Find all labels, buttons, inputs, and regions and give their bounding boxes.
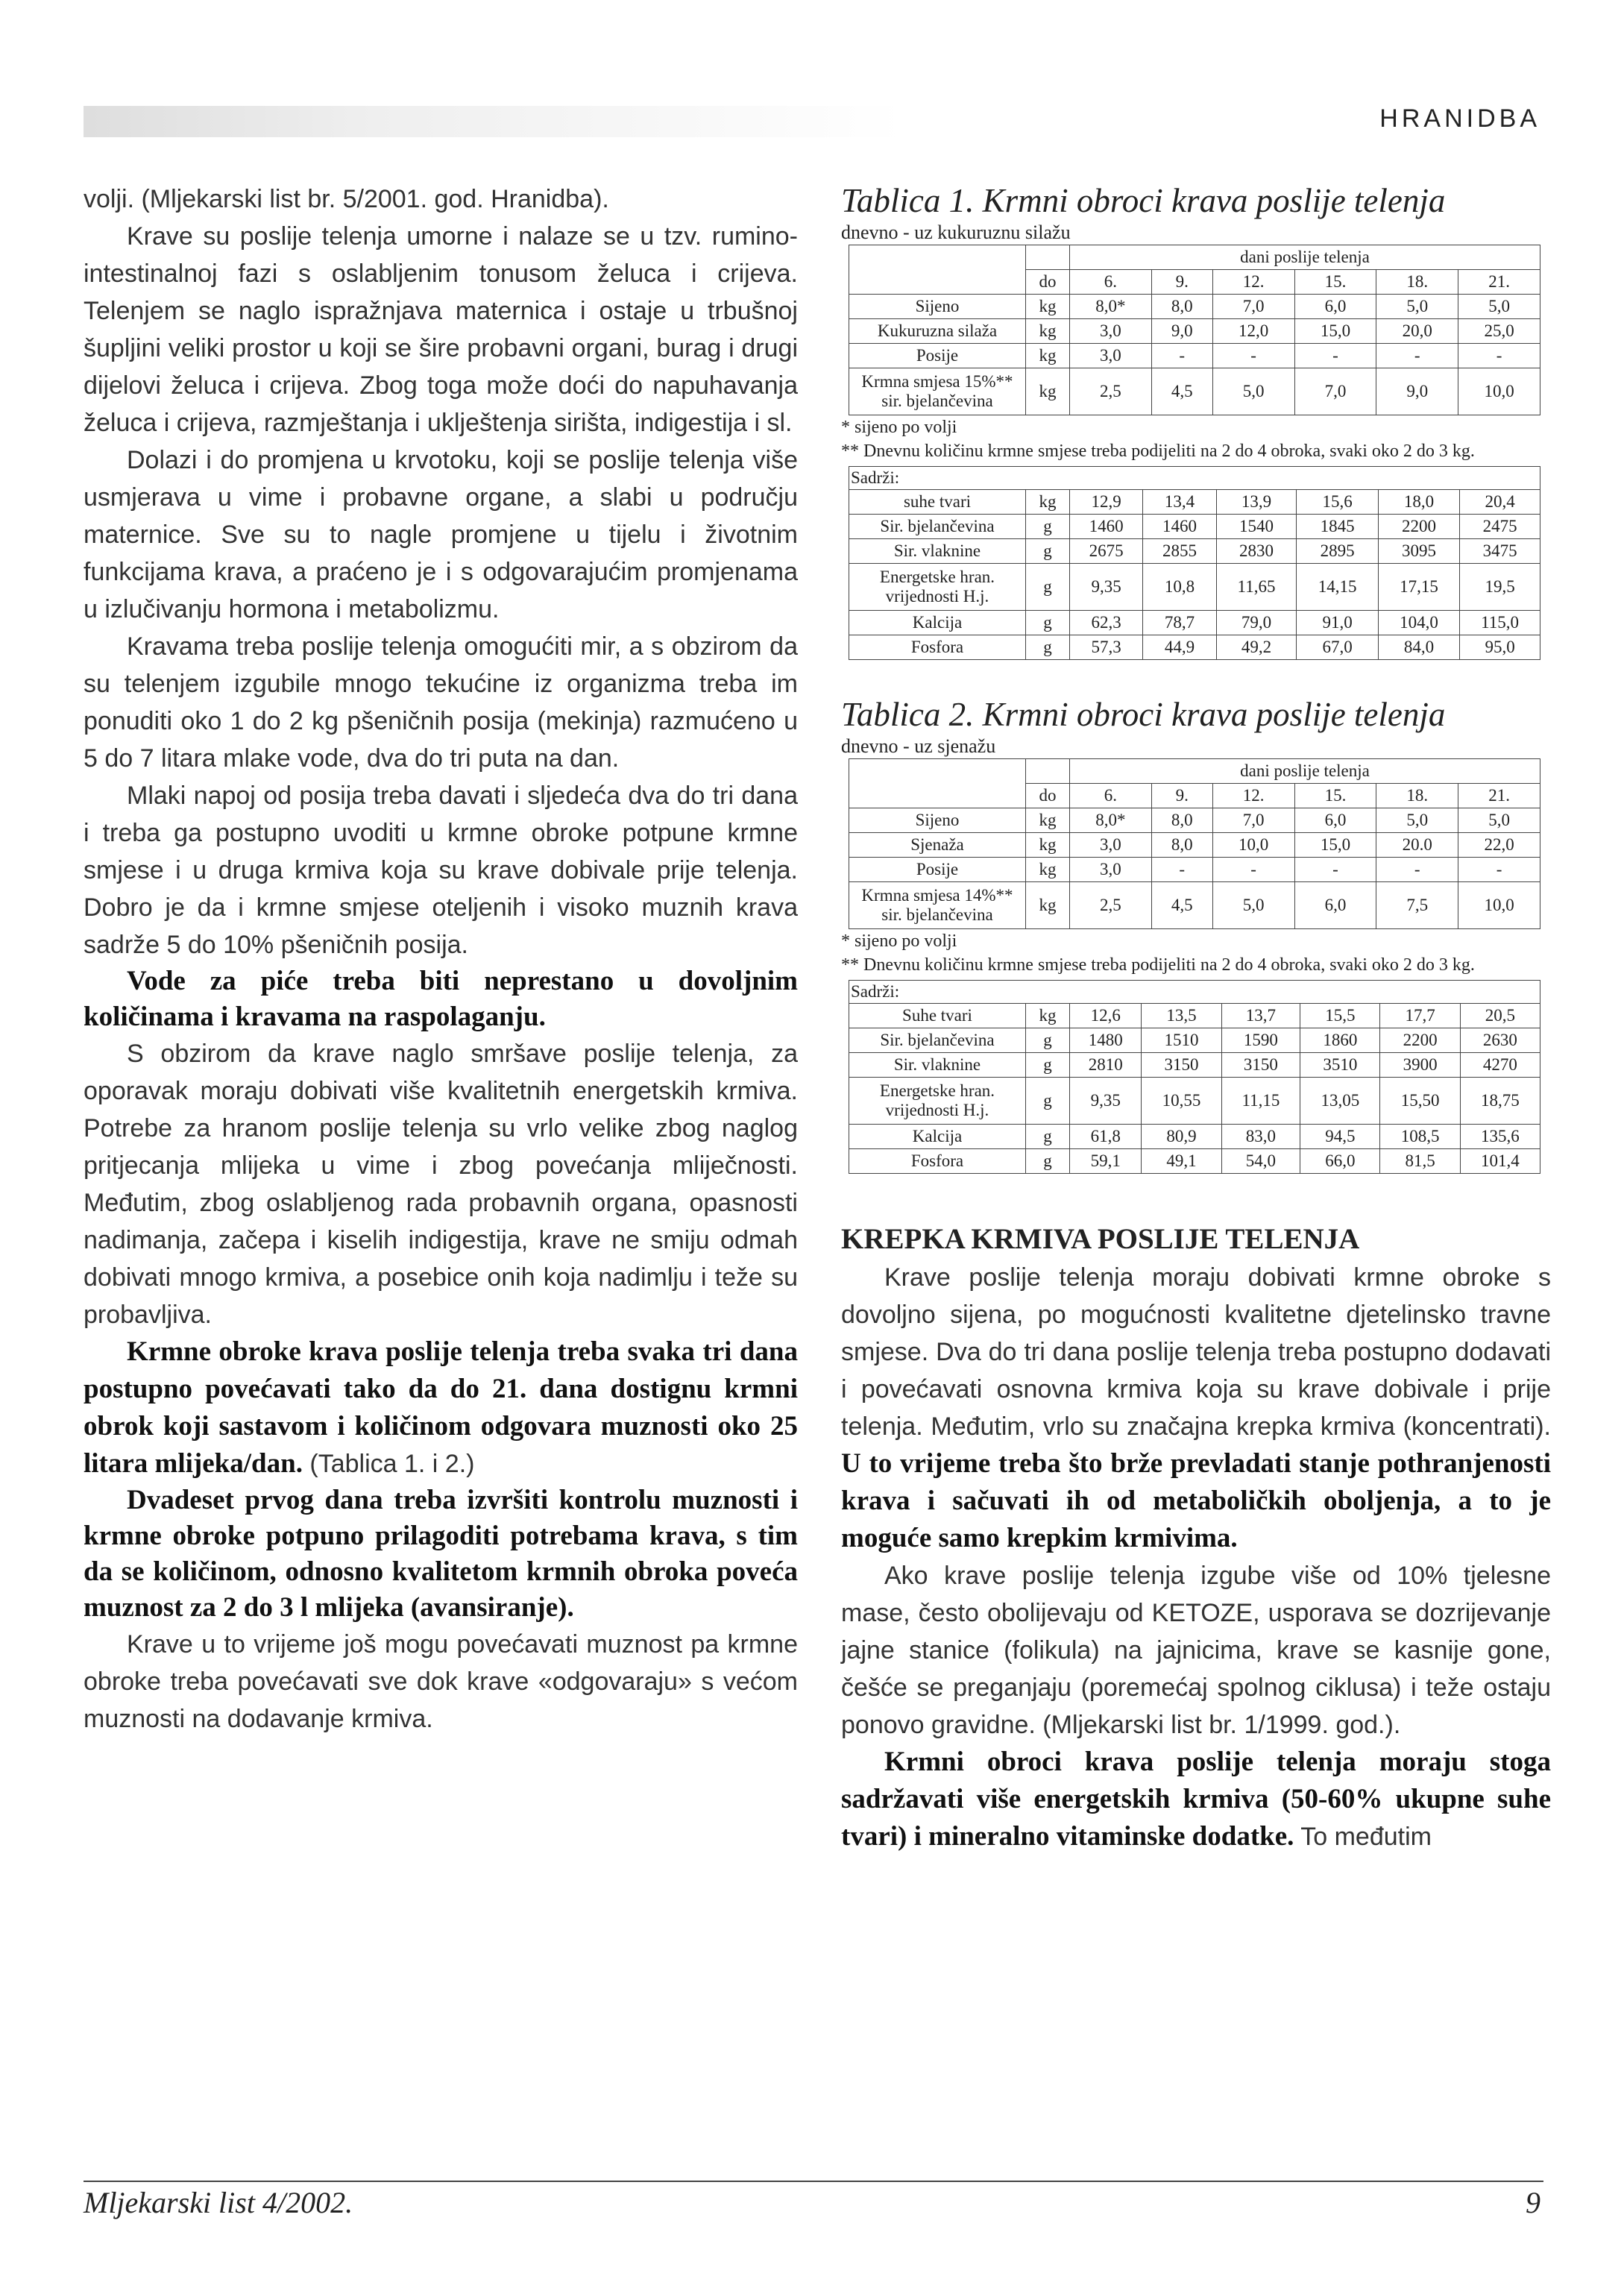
value-cell: 91,0: [1297, 611, 1378, 635]
value-cell: 7,0: [1212, 808, 1294, 833]
value-cell: -: [1458, 344, 1540, 368]
value-cell: 135,6: [1460, 1125, 1540, 1149]
value-cell: 10,0: [1458, 882, 1540, 929]
value-cell: 5,0: [1376, 808, 1458, 833]
day-header: 18.: [1376, 270, 1458, 295]
header-band: [84, 106, 904, 137]
paragraph-7: S obzirom da krave naglo smršave poslije telenja, za oporavak moraju dobivati više kvalitetnih energetskih krmiva. Potrebe za hranom poslije telenja su vrlo velike zbog naglog pritjecanja mlijeka u vime i zbog povećanja mliječnosti. Međutim, zbog oslabljenog rada probavnih organa, opasnosti nadimanja, začepa i kiselih indigestija, krave ne smiju odmah dobivati mnogo krmiva, a posebice onih koja nadimlju i teže su probavljiva.: [84, 1040, 798, 1329]
value-cell: 13,9: [1216, 490, 1297, 515]
value-cell: 2475: [1460, 515, 1540, 539]
contains-label: Sadrži:: [849, 981, 1540, 1004]
value-cell: 3,0: [1070, 858, 1152, 882]
row-label: Sijeno: [849, 295, 1026, 319]
paragraph-8-tail: (Tablica 1. i 2.): [302, 1450, 475, 1478]
table-1-subtitle: dnevno - uz kukuruznu silažu: [841, 221, 1071, 243]
value-cell: 79,0: [1216, 611, 1297, 635]
row-unit: kg: [1026, 368, 1070, 415]
days-label: dani poslije telenja: [1070, 245, 1540, 270]
value-cell: -: [1212, 344, 1294, 368]
row-unit: g: [1026, 1028, 1070, 1053]
value-cell: 15,0: [1294, 319, 1376, 344]
row-label: Sjenaža: [849, 833, 1026, 858]
table-row: [849, 1125, 1540, 1149]
value-cell: 18,75: [1460, 1078, 1540, 1125]
value-cell: 104,0: [1378, 611, 1459, 635]
day-header: 9.: [1151, 270, 1212, 295]
table-1-note-1: * sijeno po volji: [841, 418, 957, 437]
table-1-contents: [849, 466, 1540, 660]
value-cell: 5,0: [1458, 808, 1540, 833]
table-2-title: Tablica 2. Krmni obroci krava poslije telenja: [841, 696, 1446, 733]
value-cell: 67,0: [1297, 635, 1378, 660]
value-cell: 83,0: [1221, 1125, 1300, 1149]
section-heading: KREPKA KRMIVA POSLIJE TELENJA: [841, 1223, 1360, 1255]
row-label: Fosfora: [849, 635, 1026, 660]
paragraph-3: Dolazi i do promjena u krvotoku, koji se poslije telenja više usmjerava u vime i probavne organe, a slabi u području maternice. Sve su to nagle promjene u tijelu i životnim funkcijama krava, a praćeno je i s odgovarajućim promjenama u izlučivanju hormona i metabolizmu.: [84, 446, 798, 623]
value-cell: 12,9: [1070, 490, 1143, 515]
row-unit: g: [1026, 1125, 1070, 1149]
value-cell: 2200: [1378, 515, 1459, 539]
value-cell: 11,65: [1216, 564, 1297, 611]
value-cell: 8,0*: [1070, 295, 1152, 319]
table-row: [849, 1028, 1540, 1053]
paragraph-10: Krave u to vrijeme još mogu povećavati muznost pa krmne obroke treba povećavati sve dok krave «odgovaraju» s većom muznosti na dodavanje krmiva.: [84, 1630, 798, 1733]
table-row: [849, 1004, 1540, 1028]
row-label: Sir. bjelančevina: [849, 1028, 1026, 1053]
row-label: Energetske hran. vrijednosti H.j.: [849, 1078, 1026, 1125]
paragraph-1: volji. (Mljekarski list br. 5/2001. god. Hranidba).: [84, 185, 609, 213]
value-cell: 8,0: [1151, 295, 1212, 319]
table-row: [849, 319, 1540, 344]
value-cell: 5,0: [1212, 368, 1294, 415]
value-cell: 2855: [1143, 539, 1216, 564]
value-cell: 1590: [1221, 1028, 1300, 1053]
table-row: [849, 1078, 1540, 1125]
table-row: [849, 539, 1540, 564]
table-cell-blank: [849, 759, 1026, 784]
right-paragraph-1: [841, 1259, 1551, 1557]
row-unit: kg: [1026, 882, 1070, 929]
value-cell: 11,15: [1221, 1078, 1300, 1125]
value-cell: -: [1376, 344, 1458, 368]
value-cell: 17,15: [1378, 564, 1459, 611]
value-cell: 49,2: [1216, 635, 1297, 660]
value-cell: 3150: [1142, 1053, 1221, 1078]
value-cell: 1860: [1300, 1028, 1380, 1053]
table-2-contents: [849, 980, 1540, 1174]
value-cell: 84,0: [1378, 635, 1459, 660]
value-cell: 9,0: [1376, 368, 1458, 415]
value-cell: 1845: [1297, 515, 1378, 539]
value-cell: 5,0: [1376, 295, 1458, 319]
value-cell: 13,7: [1221, 1004, 1300, 1028]
table-row: [849, 490, 1540, 515]
left-column: [84, 180, 798, 1738]
value-cell: 94,5: [1300, 1125, 1380, 1149]
row-unit: g: [1026, 1078, 1070, 1125]
value-cell: 78,7: [1143, 611, 1216, 635]
value-cell: 7,0: [1212, 295, 1294, 319]
table-row: [849, 295, 1540, 319]
paragraph-2: Krave su poslije telenja umorne i nalaze se u tzv. rumino-intestinalnoj fazi s oslabljenim tonusom želuca i crijeva. Telenjem se naglo ispražnjava maternica i ostaje u trbušnoj šupljini veliki prostor u koji se šire probavni organi, burag i drugi dijelovi želuca i crijeva. Zbog toga može doći do napuhavanja želuca i crijeva, razmještanja i uklještenja sirišta, indigestija i sl.: [84, 222, 798, 437]
right-paragraph-3-tail: To međutim: [1294, 1823, 1432, 1851]
value-cell: 6,0: [1294, 882, 1376, 929]
footer-rule: [84, 2181, 1543, 2182]
value-cell: 3510: [1300, 1053, 1380, 1078]
value-cell: 1510: [1142, 1028, 1221, 1053]
value-cell: 5,0: [1212, 882, 1294, 929]
right-column: [841, 180, 1551, 1855]
table-row: [849, 1149, 1540, 1174]
row-unit: kg: [1026, 295, 1070, 319]
row-label: Kalcija: [849, 611, 1026, 635]
table-row: [849, 564, 1540, 611]
value-cell: 10,8: [1143, 564, 1216, 611]
table-row: [849, 515, 1540, 539]
value-cell: 3095: [1378, 539, 1459, 564]
value-cell: 15,6: [1297, 490, 1378, 515]
day-header: 18.: [1376, 784, 1458, 808]
table-row: [849, 635, 1540, 660]
row-unit: kg: [1026, 344, 1070, 368]
value-cell: 10,0: [1458, 368, 1540, 415]
value-cell: 13,4: [1143, 490, 1216, 515]
value-cell: 1480: [1070, 1028, 1142, 1053]
value-cell: 15,0: [1294, 833, 1376, 858]
row-label: Krmna smjesa 15%** sir. bjelančevina: [849, 368, 1026, 415]
value-cell: 2200: [1380, 1028, 1460, 1053]
value-cell: -: [1294, 344, 1376, 368]
value-cell: 15,5: [1300, 1004, 1380, 1028]
value-cell: 59,1: [1070, 1149, 1142, 1174]
table-row: [849, 611, 1540, 635]
day-header: 21.: [1458, 270, 1540, 295]
value-cell: 3150: [1221, 1053, 1300, 1078]
row-label: Posije: [849, 858, 1026, 882]
right-paragraph-1-text: Krave poslije telenja moraju dobivati krmne obroke s dovoljno sijena, po mogućnosti kvalitetne djetelinsko travne smjese. Dva do tri dana poslije telenja treba postupno dodavati i povećavati osnovna krmiva koja su krave dobivale i prije telenja. Međutim, vrlo su značajna krepka krmiva (koncentrati).: [841, 1263, 1551, 1441]
value-cell: 61,8: [1070, 1125, 1142, 1149]
table-cell-blank: [1026, 245, 1070, 270]
value-cell: 7,5: [1376, 882, 1458, 929]
value-cell: 6,0: [1294, 295, 1376, 319]
day-header: 6.: [1070, 784, 1152, 808]
row-unit: g: [1026, 1149, 1070, 1174]
value-cell: 1460: [1070, 515, 1143, 539]
table-2-note-1: * sijeno po volji: [841, 931, 957, 951]
value-cell: 9,35: [1070, 1078, 1142, 1125]
do-label: do: [1026, 270, 1070, 295]
journal-footer: Mljekarski list 4/2002.: [84, 2186, 353, 2219]
value-cell: 1540: [1216, 515, 1297, 539]
day-header: 6.: [1070, 270, 1152, 295]
value-cell: 81,5: [1380, 1149, 1460, 1174]
right-paragraph-1-bold: U to vrijeme treba što brže prevladati stanje pothranjenosti krava i sačuvati ih od metaboličkih oboljenja, a to je moguće samo krepkim krmivima.: [841, 1448, 1551, 1553]
row-unit: kg: [1026, 319, 1070, 344]
value-cell: 3900: [1380, 1053, 1460, 1078]
value-cell: 49,1: [1142, 1149, 1221, 1174]
row-label: Krmna smjesa 14%** sir. bjelančevina: [849, 882, 1026, 929]
paragraph-4: Kravama treba poslije telenja omogućiti mir, a s obzirom da su telenjem izgubile mnogo tekućine iz organizma treba im ponuditi oko 1 do 2 kg pšeničnih posija (mekinja) razmućeno u 5 do 7 litara mlake vode, dva do tri puta na dan.: [84, 632, 798, 773]
value-cell: -: [1294, 858, 1376, 882]
contains-label: Sadrži:: [849, 467, 1540, 490]
row-unit: g: [1026, 1053, 1070, 1078]
table-row: [849, 344, 1540, 368]
value-cell: 8,0*: [1070, 808, 1152, 833]
value-cell: 80,9: [1142, 1125, 1221, 1149]
row-label: Sir. vlaknine: [849, 1053, 1026, 1078]
table-cell-blank: [849, 784, 1026, 808]
row-label: Suhe tvari: [849, 1004, 1026, 1028]
day-header: 12.: [1212, 784, 1294, 808]
value-cell: 54,0: [1221, 1149, 1300, 1174]
value-cell: 10,55: [1142, 1078, 1221, 1125]
value-cell: 9,35: [1070, 564, 1143, 611]
value-cell: 7,0: [1294, 368, 1376, 415]
value-cell: 15,50: [1380, 1078, 1460, 1125]
table-2-subtitle: dnevno - uz sjenažu: [841, 735, 996, 757]
table-row: [849, 833, 1540, 858]
value-cell: 14,15: [1297, 564, 1378, 611]
table-1-rations: [849, 245, 1540, 415]
table-row: [849, 808, 1540, 833]
value-cell: 3,0: [1070, 344, 1152, 368]
value-cell: 95,0: [1460, 635, 1540, 660]
value-cell: 25,0: [1458, 319, 1540, 344]
value-cell: 3,0: [1070, 833, 1152, 858]
value-cell: 9,0: [1151, 319, 1212, 344]
row-unit: g: [1026, 611, 1070, 635]
table-1-block: [841, 180, 1551, 660]
value-cell: 2830: [1216, 539, 1297, 564]
row-unit: g: [1026, 515, 1070, 539]
table-row: [849, 858, 1540, 882]
table-cell-blank: [849, 245, 1026, 270]
right-paragraph-3-bold: Krmni obroci krava poslije telenja moraju stoga sadržavati više energetskih krmiva (50-60% ukupne suhe tvari) i mineralno vitaminske dodatke.: [841, 1747, 1551, 1852]
value-cell: -: [1458, 858, 1540, 882]
value-cell: 19,5: [1460, 564, 1540, 611]
row-label: Posije: [849, 344, 1026, 368]
value-cell: 44,9: [1143, 635, 1216, 660]
row-label: Fosfora: [849, 1149, 1026, 1174]
paragraph-6-bold: Vode za piće treba biti neprestano u dovoljnim količinama i kravama na raspolaganju.: [84, 966, 798, 1032]
value-cell: 13,5: [1142, 1004, 1221, 1028]
value-cell: 12,0: [1212, 319, 1294, 344]
value-cell: 4,5: [1151, 882, 1212, 929]
day-header: 9.: [1151, 784, 1212, 808]
right-paragraph-3: [841, 1744, 1551, 1855]
paragraph-8: [84, 1333, 798, 1483]
value-cell: 2,5: [1070, 368, 1152, 415]
table-cell-blank: [1026, 759, 1070, 784]
do-label: do: [1026, 784, 1070, 808]
value-cell: 2,5: [1070, 882, 1152, 929]
table-cell-blank: [849, 270, 1026, 295]
value-cell: 57,3: [1070, 635, 1143, 660]
day-header: 21.: [1458, 784, 1540, 808]
value-cell: 20.0: [1376, 833, 1458, 858]
paragraph-8-bold: Krmne obroke krava poslije telenja treba svaka tri dana postupno povećavati tako da do 21. dana dostignu krmni obrok koji sastavom i količinom odgovara muznosti oko 25 litara mlijeka/dan.: [84, 1336, 798, 1479]
value-cell: -: [1212, 858, 1294, 882]
value-cell: 3475: [1460, 539, 1540, 564]
value-cell: 108,5: [1380, 1125, 1460, 1149]
value-cell: 13,05: [1300, 1078, 1380, 1125]
value-cell: 115,0: [1460, 611, 1540, 635]
value-cell: 2810: [1070, 1053, 1142, 1078]
table-2-block: [841, 694, 1551, 1174]
value-cell: 3,0: [1070, 319, 1152, 344]
right-paragraph-2: Ako krave poslije telenja izgube više od 10% tjelesne mase, često obolijevaju od KETOZE, usporava se dozrijevanje jajne stanice (folikula) na jajnicima, krave se kasnije gone, češće se preganjaju (poremećaj spolnog ciklusa) i teže ostaju ponovo gravidne. (Mljekarski list br. 1/1999. god.).: [841, 1562, 1551, 1739]
day-header: 15.: [1294, 270, 1376, 295]
value-cell: 8,0: [1151, 833, 1212, 858]
value-cell: 101,4: [1460, 1149, 1540, 1174]
value-cell: 66,0: [1300, 1149, 1380, 1174]
table-2-rations: [849, 758, 1540, 929]
row-label: Energetske hran. vrijednosti H.j.: [849, 564, 1026, 611]
value-cell: 2630: [1460, 1028, 1540, 1053]
value-cell: 12,6: [1070, 1004, 1142, 1028]
table-1-note-2: ** Dnevnu količinu krmne smjese treba podijeliti na 2 do 4 obroka, svaki oko 2 do 3 kg.: [841, 441, 1475, 461]
row-unit: kg: [1026, 858, 1070, 882]
row-unit: g: [1026, 564, 1070, 611]
table-1-title: Tablica 1. Krmni obroci krava poslije telenja: [841, 182, 1446, 219]
value-cell: 22,0: [1458, 833, 1540, 858]
value-cell: 20,0: [1376, 319, 1458, 344]
row-label: suhe tvari: [849, 490, 1026, 515]
value-cell: 17,7: [1380, 1004, 1460, 1028]
value-cell: 6,0: [1294, 808, 1376, 833]
value-cell: 10,0: [1212, 833, 1294, 858]
value-cell: 62,3: [1070, 611, 1143, 635]
row-label: Sir. bjelančevina: [849, 515, 1026, 539]
value-cell: 4270: [1460, 1053, 1540, 1078]
value-cell: 4,5: [1151, 368, 1212, 415]
row-unit: kg: [1026, 808, 1070, 833]
days-label: dani poslije telenja: [1070, 759, 1540, 784]
day-header: 15.: [1294, 784, 1376, 808]
value-cell: 8,0: [1151, 808, 1212, 833]
row-unit: kg: [1026, 490, 1070, 515]
paragraph-5: Mlaki napoj od posija treba davati i sljedeća dva do tri dana i treba ga postupno uvoditi u krmne obroke potpune krmne smjese i u druga krmiva koja su krave dobivale prije telenja. Dobro je da i krmne smjese oteljenih i visoko muznih krava sadrže 5 do 10% pšeničnih posija.: [84, 782, 798, 959]
krepka-section: [841, 1220, 1551, 1855]
row-unit: g: [1026, 539, 1070, 564]
row-unit: g: [1026, 635, 1070, 660]
value-cell: 18,0: [1378, 490, 1459, 515]
day-header: 12.: [1212, 270, 1294, 295]
value-cell: 5,0: [1458, 295, 1540, 319]
value-cell: 20,5: [1460, 1004, 1540, 1028]
table-2-note-2: ** Dnevnu količinu krmne smjese treba podijeliti na 2 do 4 obroka, svaki oko 2 do 3 kg.: [841, 955, 1475, 975]
value-cell: -: [1151, 858, 1212, 882]
page-number: 9: [1526, 2186, 1540, 2219]
section-label: HRANIDBA: [1379, 104, 1540, 133]
value-cell: -: [1151, 344, 1212, 368]
table-row: [849, 1053, 1540, 1078]
value-cell: -: [1376, 858, 1458, 882]
row-unit: kg: [1026, 1004, 1070, 1028]
row-label: Sijeno: [849, 808, 1026, 833]
row-label: Sir. vlaknine: [849, 539, 1026, 564]
row-label: Kukuruzna silaža: [849, 319, 1026, 344]
value-cell: 2675: [1070, 539, 1143, 564]
value-cell: 2895: [1297, 539, 1378, 564]
paragraph-9-bold: Dvadeset prvog dana treba izvršiti kontrolu muznosti i krmne obroke potpuno prilagoditi potrebama krava, s tim da se količinom, odnosno kvalitetom krmnih obroka poveća muznost za 2 do 3 l mlijeka (avansiranje).: [84, 1485, 798, 1623]
table-row: [849, 882, 1540, 929]
value-cell: 1460: [1143, 515, 1216, 539]
row-unit: kg: [1026, 833, 1070, 858]
value-cell: 20,4: [1460, 490, 1540, 515]
row-label: Kalcija: [849, 1125, 1026, 1149]
table-row: [849, 368, 1540, 415]
